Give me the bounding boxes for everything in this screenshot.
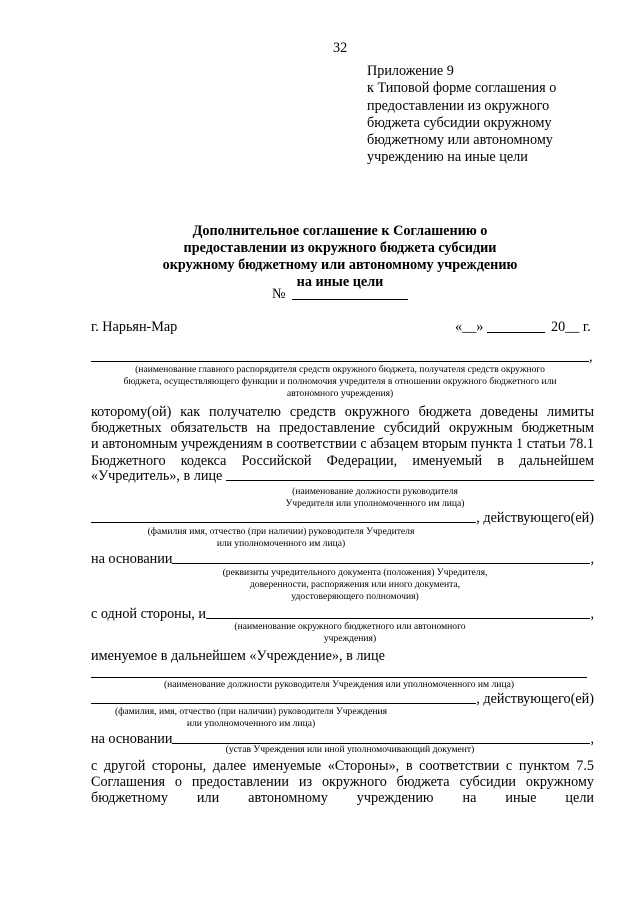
on-basis-label: на основании bbox=[91, 551, 173, 567]
institution-fio-blank[interactable] bbox=[91, 703, 476, 704]
hint-line: (фамилия имя, отчество (при наличии) руководителя Учредителя bbox=[147, 526, 415, 537]
para-line: бюджетному или автономному учреждению на иные цели bbox=[91, 790, 594, 807]
appendix-line: бюджета субсидии окружному bbox=[367, 114, 552, 131]
para-line: и автономным учреждениям в соответствии с абзацем вторым пункта 1 статьи 78.1 bbox=[91, 436, 594, 453]
para-line: бюджетных обязательств на предоставление субсидий окружным бюджетным bbox=[91, 420, 594, 437]
number-sign: № bbox=[272, 286, 286, 302]
hint-line: (наименование окружного бюджетного или автономного bbox=[234, 621, 466, 632]
city: г. Нарьян-Мар bbox=[91, 319, 178, 335]
para-line: с другой стороны, далее именуемые «Стороны», в соответствии с пунктом 7.5 bbox=[91, 758, 594, 774]
one-side-label: с одной стороны, и bbox=[91, 606, 206, 622]
hint-line: (наименование должности руководителя bbox=[292, 486, 458, 497]
founder-basis-row bbox=[91, 551, 594, 567]
founder-blank[interactable] bbox=[91, 361, 589, 362]
appendix-line: учреждению на иные цели bbox=[367, 149, 528, 166]
date-year: 20__ г. bbox=[551, 319, 591, 335]
para-line: Бюджетного кодекса Российской Федерации, именуемый в дальнейшем bbox=[91, 452, 594, 469]
title-line: Дополнительное соглашение к Соглашению о bbox=[192, 223, 488, 239]
comma: , bbox=[590, 731, 594, 747]
hint-fio-founder bbox=[91, 526, 471, 550]
hint-line: (реквизиты учредительного документа (положения) Учредителя, bbox=[222, 567, 488, 578]
hint-fio-inst bbox=[91, 706, 411, 730]
appendix-line: к Типовой форме соглашения о bbox=[367, 80, 557, 97]
acting-label: , действующего(ей) bbox=[476, 510, 594, 526]
date-day: «__» bbox=[455, 319, 484, 335]
comma: , bbox=[589, 349, 593, 365]
hint-line: (фамилия, имя, отчество (при наличии) руководителя Учреждения bbox=[114, 706, 388, 717]
founder-position-blank[interactable] bbox=[226, 480, 594, 481]
page-number: 32 bbox=[333, 40, 348, 56]
hint-charter: (устав Учреждения или иной уполномочивающий документ) bbox=[225, 744, 475, 755]
hint-institution bbox=[200, 621, 500, 645]
founder-representative-row bbox=[91, 468, 594, 484]
hint-line: бюджета, осуществляющего функции и полномочия учредителя в отношении окружного бюджетного или bbox=[123, 376, 557, 387]
paragraph-last bbox=[91, 758, 594, 807]
on-basis-label: на основании bbox=[91, 731, 173, 747]
hint-founder bbox=[91, 364, 589, 400]
date-month-blank[interactable] bbox=[487, 332, 545, 333]
acting-label: , действующего(ей) bbox=[476, 691, 594, 707]
paragraph-1 bbox=[91, 404, 594, 469]
appendix-line: Приложение 9 bbox=[367, 63, 454, 79]
founder-fio-blank[interactable] bbox=[91, 522, 476, 523]
title-line: окружному бюджетному или автономному учреждению bbox=[162, 257, 518, 273]
hint-line: (наименование главного распорядителя средств окружного бюджета, получателя средств окружного bbox=[135, 364, 545, 375]
hint-line: доверенности, распоряжения или иного документа, bbox=[249, 579, 461, 590]
hint-line: удостоверяющего полномочия) bbox=[291, 591, 419, 602]
hint-line: автономного учреждения) bbox=[286, 388, 394, 399]
founder-basis-blank[interactable] bbox=[172, 563, 590, 564]
appendix-line: бюджетному или автономному bbox=[367, 132, 553, 149]
hint-position-inst: (наименование должности руководителя Учреждения или уполномоченного им лица) bbox=[163, 679, 515, 690]
hint-position-founder bbox=[225, 486, 525, 510]
hint-line: или уполномоченного им лица) bbox=[186, 718, 316, 729]
comma: , bbox=[590, 551, 594, 567]
institution-fio-row bbox=[91, 691, 594, 707]
appendix-block bbox=[367, 63, 556, 167]
document-title bbox=[90, 223, 590, 291]
institution-row bbox=[91, 606, 594, 622]
named-institution: именуемое в дальнейшем «Учреждение», в лице bbox=[91, 648, 385, 664]
comma: , bbox=[590, 606, 594, 622]
institution-name-blank[interactable] bbox=[206, 618, 590, 619]
title-line: предоставлении из окружного бюджета субсидии bbox=[183, 240, 497, 256]
hint-line: Учредителя или уполномоченного им лица) bbox=[285, 498, 465, 509]
founder-fio-row bbox=[91, 510, 594, 526]
number-blank[interactable] bbox=[292, 299, 408, 300]
hint-requisites bbox=[190, 567, 520, 603]
appendix-line: предоставлении из окружного bbox=[367, 97, 550, 114]
para-line: которому(ой) как получателю средств окружного бюджета доведены лимиты bbox=[91, 404, 594, 420]
para-line: Соглашения о предоставлении из окружного бюджета субсидии окружному bbox=[91, 774, 594, 791]
institution-position-blank[interactable] bbox=[91, 677, 587, 678]
hint-line: или уполномоченного им лица) bbox=[216, 538, 346, 549]
founder-in-person-label: «Учредитель», в лице bbox=[91, 468, 223, 484]
title-line: на иные цели bbox=[296, 274, 384, 290]
hint-line: учреждения) bbox=[323, 633, 377, 644]
